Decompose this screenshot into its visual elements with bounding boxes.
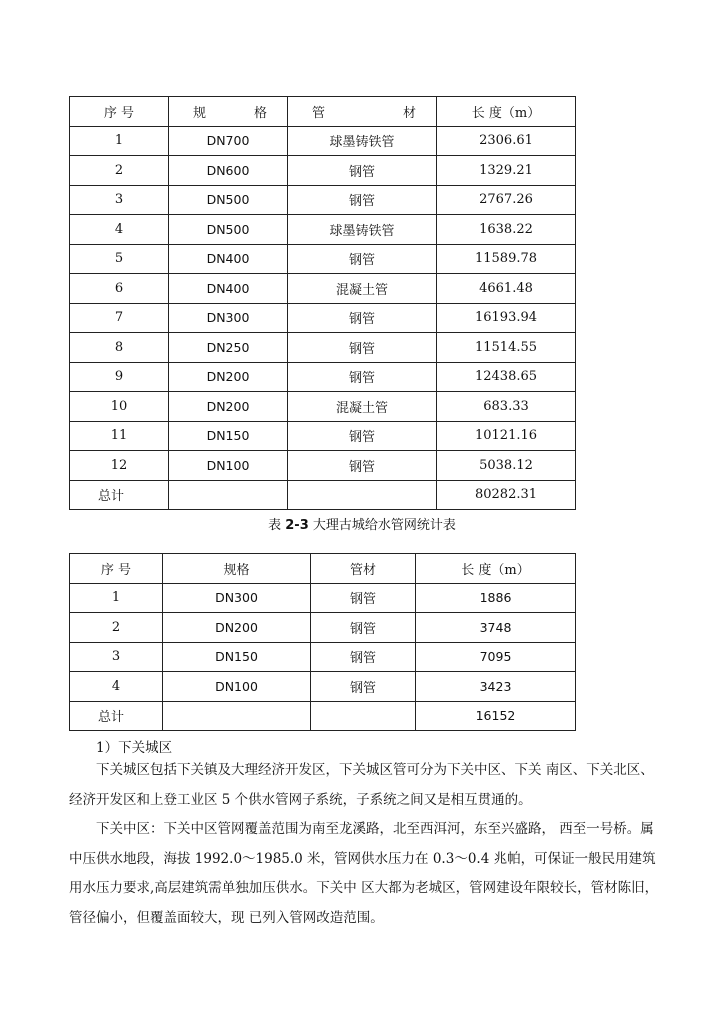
cell-spec: DN500 xyxy=(169,215,288,245)
cell-seq: 2 xyxy=(70,613,163,643)
table-row xyxy=(70,215,576,245)
table-row xyxy=(70,392,576,422)
cell-material: 混凝土管 xyxy=(288,274,437,304)
table-row xyxy=(70,185,576,215)
cell-spec: DN250 xyxy=(169,333,288,363)
cell-seq: 11 xyxy=(70,421,169,451)
header-length: 长 度（m） xyxy=(416,554,576,584)
cell-material: 钢管 xyxy=(288,185,437,215)
total-row xyxy=(70,480,576,510)
header-length: 长 度（m） xyxy=(437,97,576,127)
cell-material: 球墨铸铁管 xyxy=(288,126,437,156)
pipe-table-xiaguan xyxy=(69,553,576,731)
cell-material: 钢管 xyxy=(311,583,416,613)
cell-length: 3423 xyxy=(416,672,576,702)
cell-spec: DN400 xyxy=(169,274,288,304)
cell-length: 1638.22 xyxy=(437,215,576,245)
cell-spec: DN500 xyxy=(169,185,288,215)
cell-spec: DN200 xyxy=(169,392,288,422)
total-length: 80282.31 xyxy=(437,480,576,510)
section-title: 1）下关城区 xyxy=(96,740,173,756)
cell-seq: 8 xyxy=(70,333,169,363)
cell-length: 4661.48 xyxy=(437,274,576,304)
cell-length: 5038.12 xyxy=(437,451,576,481)
cell-seq: 3 xyxy=(70,185,169,215)
total-label: 总计 xyxy=(70,480,169,510)
cell-length: 7095 xyxy=(416,642,576,672)
cell-length: 16193.94 xyxy=(437,303,576,333)
cell-empty xyxy=(288,480,437,510)
table-row xyxy=(70,126,576,156)
cell-seq: 12 xyxy=(70,451,169,481)
cell-material: 钢管 xyxy=(288,362,437,392)
table-row xyxy=(70,583,576,613)
cell-material: 钢管 xyxy=(288,303,437,333)
cell-length: 2306.61 xyxy=(437,126,576,156)
cell-spec: DN200 xyxy=(163,613,311,643)
cell-empty xyxy=(163,701,311,731)
cell-material: 球墨铸铁管 xyxy=(288,215,437,245)
total-length: 16152 xyxy=(416,701,576,731)
cell-material: 钢管 xyxy=(288,244,437,274)
table-caption: 表 2-3 大理古城给水管网统计表 xyxy=(268,518,456,533)
header-material: 管 材 xyxy=(288,97,437,127)
cell-empty xyxy=(169,480,288,510)
cell-spec: DN300 xyxy=(169,303,288,333)
table-row xyxy=(70,303,576,333)
table-row xyxy=(70,274,576,304)
table-header-row xyxy=(70,554,576,584)
cell-empty xyxy=(311,701,416,731)
cell-material: 混凝土管 xyxy=(288,392,437,422)
cell-spec: DN150 xyxy=(163,642,311,672)
cell-material: 钢管 xyxy=(311,672,416,702)
cell-length: 11589.78 xyxy=(437,244,576,274)
table-row xyxy=(70,451,576,481)
cell-spec: DN100 xyxy=(169,451,288,481)
cell-seq: 10 xyxy=(70,392,169,422)
cell-spec: DN200 xyxy=(169,362,288,392)
table-row xyxy=(70,672,576,702)
cell-spec: DN100 xyxy=(163,672,311,702)
cell-seq: 4 xyxy=(70,215,169,245)
cell-spec: DN700 xyxy=(169,126,288,156)
cell-length: 2767.26 xyxy=(437,185,576,215)
table-row xyxy=(70,421,576,451)
header-seq: 序 号 xyxy=(70,554,163,584)
header-material: 管材 xyxy=(311,554,416,584)
cell-seq: 2 xyxy=(70,156,169,186)
cell-material: 钢管 xyxy=(311,613,416,643)
cell-seq: 5 xyxy=(70,244,169,274)
table-row xyxy=(70,613,576,643)
cell-seq: 1 xyxy=(70,583,163,613)
table-row xyxy=(70,642,576,672)
cell-length: 3748 xyxy=(416,613,576,643)
header-seq: 序 号 xyxy=(70,97,169,127)
cell-seq: 3 xyxy=(70,642,163,672)
paragraph-1: 下关城区包括下关镇及大理经济开发区，下关城区管可分为下关中区、下关 南区、下关北区、经济开发区和上登工业区 5 个供水管网子系统，子系统之间又是相互贯通的。 xyxy=(69,762,654,808)
cell-seq: 4 xyxy=(70,672,163,702)
cell-material: 钢管 xyxy=(288,421,437,451)
header-spec: 规格 xyxy=(163,554,311,584)
cell-seq: 9 xyxy=(70,362,169,392)
cell-spec: DN600 xyxy=(169,156,288,186)
pipe-table-old-town xyxy=(69,96,576,510)
cell-material: 钢管 xyxy=(311,642,416,672)
cell-material: 钢管 xyxy=(288,333,437,363)
cell-spec: DN400 xyxy=(169,244,288,274)
table-row xyxy=(70,244,576,274)
cell-length: 12438.65 xyxy=(437,362,576,392)
table-row xyxy=(70,333,576,363)
cell-material: 钢管 xyxy=(288,451,437,481)
table-row xyxy=(70,362,576,392)
cell-seq: 7 xyxy=(70,303,169,333)
total-label: 总计 xyxy=(70,701,163,731)
cell-seq: 1 xyxy=(70,126,169,156)
cell-spec: DN150 xyxy=(169,421,288,451)
cell-length: 11514.55 xyxy=(437,333,576,363)
cell-length: 10121.16 xyxy=(437,421,576,451)
cell-length: 683.33 xyxy=(437,392,576,422)
table-row xyxy=(70,156,576,186)
cell-length: 1886 xyxy=(416,583,576,613)
cell-length: 1329.21 xyxy=(437,156,576,186)
cell-seq: 6 xyxy=(70,274,169,304)
paragraph-2: 下关中区：下关中区管网覆盖范围为南至龙溪路，北至西洱河，东至兴盛路， 西至一号桥。属中压供水地段，海拔 1992.0～1985.0 米，管网供水压力在 0.3～0.4 兆帕，可保证一般民用建筑用水压力要求,高层建筑需单独加压供水。下关中 区大都为老城区，管网建设年限较长，管材陈旧，管径偏小，但覆盖面较大，现 已列入管网改造范围。 xyxy=(69,821,659,926)
header-spec: 规 格 xyxy=(169,97,288,127)
cell-material: 钢管 xyxy=(288,156,437,186)
cell-spec: DN300 xyxy=(163,583,311,613)
total-row xyxy=(70,701,576,731)
table-header-row xyxy=(70,97,576,127)
